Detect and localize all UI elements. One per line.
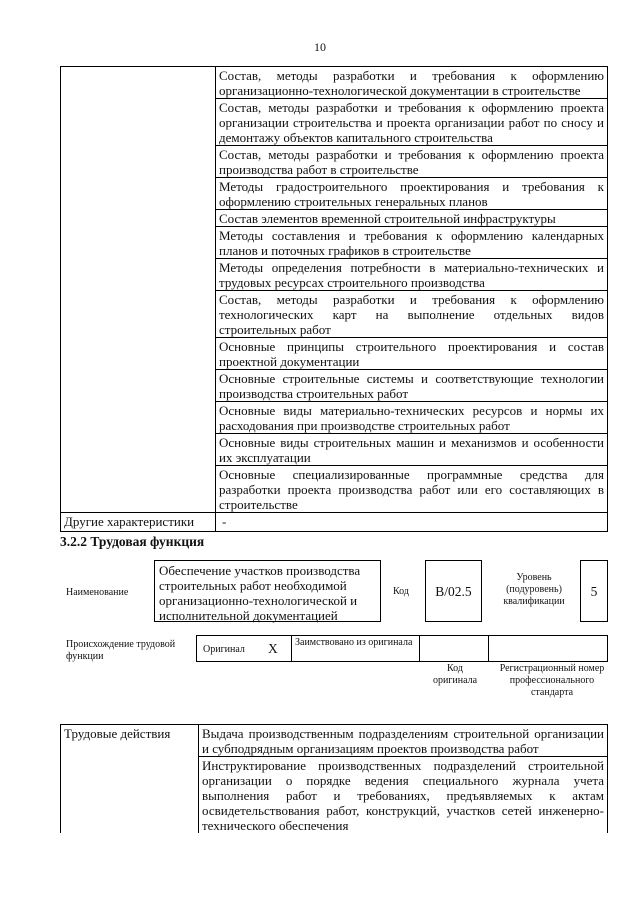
other-characteristics-row <box>61 513 608 532</box>
section-title: 3.2.2 Трудовая функция <box>60 534 205 549</box>
knowledge-item: Методы градостроительного проектирования и требования к оформлению строительных генеральных планов <box>216 178 608 210</box>
knowledge-item: Методы определения потребности в материально-технических и трудовых ресурсах строительного производства <box>216 259 608 291</box>
actions-label: Трудовые действия <box>61 725 199 834</box>
level-box <box>580 560 608 622</box>
knowledge-item: Состав, методы разработки и требования к оформлению технологических карт на выполнение отдельных видов строительных работ <box>216 291 608 338</box>
function-name-box <box>154 560 381 622</box>
knowledge-item: Состав, методы разработки и требования к оформлению организационно-технологической документации в строительстве <box>216 67 608 99</box>
knowledge-item: Состав, методы разработки и требования к оформлению проекта организации строительства и проекта организации работ по сносу и демонтажу объектов капитального строительства <box>216 99 608 146</box>
other-characteristics-label: Другие характеристики <box>61 513 216 532</box>
knowledge-item: Основные принципы строительного проектирования и состав проектной документации <box>216 338 608 370</box>
code-label: Код <box>393 586 409 597</box>
knowledge-item: Состав, методы разработки и требования к оформлению проекта производства работ в строительстве <box>216 146 608 178</box>
knowledge-item: Основные специализированные программные средства для разработки проекта производства работ или его составляющих в строительстве <box>216 466 608 513</box>
level-value: 5 <box>590 584 598 599</box>
action-item: Выдача производственным подразделениям строительной организации и субподрядным организациям проектов производства работ <box>199 725 608 757</box>
actions-table <box>60 724 608 833</box>
knowledge-item: Основные виды материально-технических ресурсов и нормы их расходования при производстве строительных работ <box>216 402 608 434</box>
name-label: Наименование <box>66 587 129 598</box>
knowledge-row <box>61 67 608 99</box>
knowledge-item: Состав элементов временной строительной инфраструктуры <box>216 210 608 227</box>
code-original-label: Код оригинала <box>432 663 478 686</box>
action-row <box>61 725 608 757</box>
reg-number-label: Регистрационный номер профессионального стандарта <box>499 663 605 698</box>
original-label: Оригинал <box>203 644 245 655</box>
borrowed-label: Заимствовано из оригинала <box>295 637 413 648</box>
knowledge-label-cell <box>61 67 216 513</box>
original-mark: X <box>268 641 278 656</box>
knowledge-table <box>60 66 608 532</box>
code-value: B/02.5 <box>435 584 472 599</box>
origin-label: Происхождение трудовой функции <box>66 639 176 662</box>
function-name-value: Обеспечение участков производства строительных работ необходимой организационно-технологической и исполнительной документацией <box>159 563 361 623</box>
other-characteristics-value: - <box>216 513 608 532</box>
page-number: 10 <box>314 40 326 54</box>
action-item: Инструктирование производственных подразделений строительной организации о порядке ведения специального журнала учета выполнения работ и требованиях, предъявляемых к актам освидетельствования работ, конструкций, участков сетей инженерно-технического обеспечения <box>199 757 608 834</box>
code-box <box>425 560 482 622</box>
knowledge-item: Основные виды строительных машин и механизмов и особенности их эксплуатации <box>216 434 608 466</box>
level-label: Уровень (подуровень) квалификации <box>503 572 565 607</box>
knowledge-item: Методы составления и требования к оформлению календарных планов и поточных графиков в строительстве <box>216 227 608 259</box>
knowledge-item: Основные строительные системы и соответствующие технологии производства строительных работ <box>216 370 608 402</box>
